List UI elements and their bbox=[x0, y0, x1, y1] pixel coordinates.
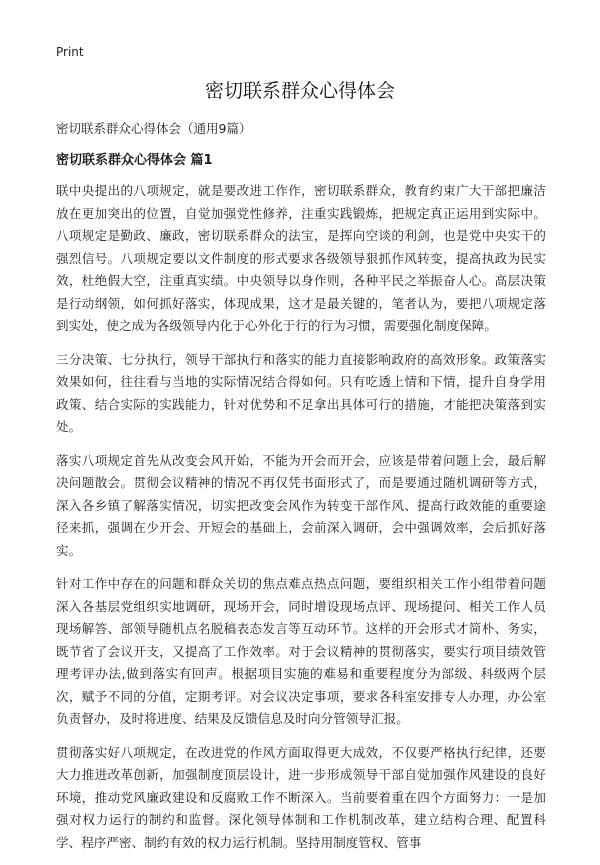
paragraph-5: 贯彻落实好八项规定，在改进党的作风方面取得更大成效，不仅要严格执行纪律，还要大力推进改革创新，加强制度顶层设计，进一步形成领导干部自觉加强作风建设的良好环境，推动党风廉政建设和反腐败工作不断深入。当前要着重在四个方面努力：一是加强对权力运行的制约和监督。深化领导体制和工作机制改革，建立结构合理、配置科学、程序严密、制约有效的权力运行机制。坚持用制度管权、管事 bbox=[56, 744, 546, 850]
paragraph-1: 联中央提出的八项规定，就是要改进工作作，密切联系群众，教育约束广大干部把廉洁放在更加突出的位置，自觉加强党性修养，注重实践锻炼，把规定真正运用到实际中。八项规定是勤政、廉政，密切联系群众的法宝，是挥向空谈的利剑，也是党中央实干的强烈信号。八项规定要以文件制度的形式要求各级领导狠抓作风转变，提高执政为民实效，杜绝假大空，注重真实绩。中央领导以身作则，各种平民之举振奋人心。高层决策是行动纲领，如何抓好落实，体现成果，这才是最关键的，笔者认为，要把八项规定落到实处，使之成为各级领导内化于心外化于行的行为习惯，需要强化制度保障。 bbox=[56, 183, 546, 333]
page-title: 密切联系群众心得体会 bbox=[204, 80, 395, 102]
document-subtitle: 密切联系群众心得体会（通用9篇） bbox=[56, 121, 252, 136]
section-heading: 密切联系群众心得体会 篇1 bbox=[56, 153, 213, 168]
paragraph-3: 落实八项规定首先从改变会风开始，不能为开会而开会，应该是带着问题上会，最后解决问题散会。贯彻会议精神的情况不再仅凭书面形式了，而是要通过随机调研等方式，深入各乡镇了解落实情况，切实把改变会风作为转变干部作风、提高行政效能的重要途径来抓，强调在少开会、开短会的基础上，会前深入调研，会中强调效率，会后抓好落实。 bbox=[56, 452, 546, 558]
paragraph-4: 针对工作中存在的问题和群众关切的焦点难点热点问题，要组织相关工作小组带着问题深入各基层党组织实地调研，现场开会，同时增设现场点评、现场提问、相关工作人员现场解答、部领导随机点名脱稿表态发言等互动环节。这样的开会形式才简朴、务实，既节省了会议开支，又提高了工作效率。对于会议精神的贯彻落实，要实行项目绩效管理考评办法,做到落实有回声。根据项目实施的难易和重要程度分为部级、科级两个层次，赋予不同的分值，定期考评。对会议决定事项，要求各科室安排专人办理，办公室负责督办，及时将进度、结果及反馈信息及时向分管领导汇报。 bbox=[56, 576, 546, 726]
paragraph-2: 三分决策、七分执行，领导干部执行和落实的能力直接影响政府的高效形象。政策落实效果如何，往往看与当地的实际情况结合得如何。只有吃透上情和下情，提升自身学用政策、结合实际的实践能力，针对优势和不足拿出具体可行的措施，才能把决策落到实处。 bbox=[56, 351, 546, 434]
document-body bbox=[56, 120, 546, 865]
print-link[interactable]: Print bbox=[56, 45, 84, 59]
